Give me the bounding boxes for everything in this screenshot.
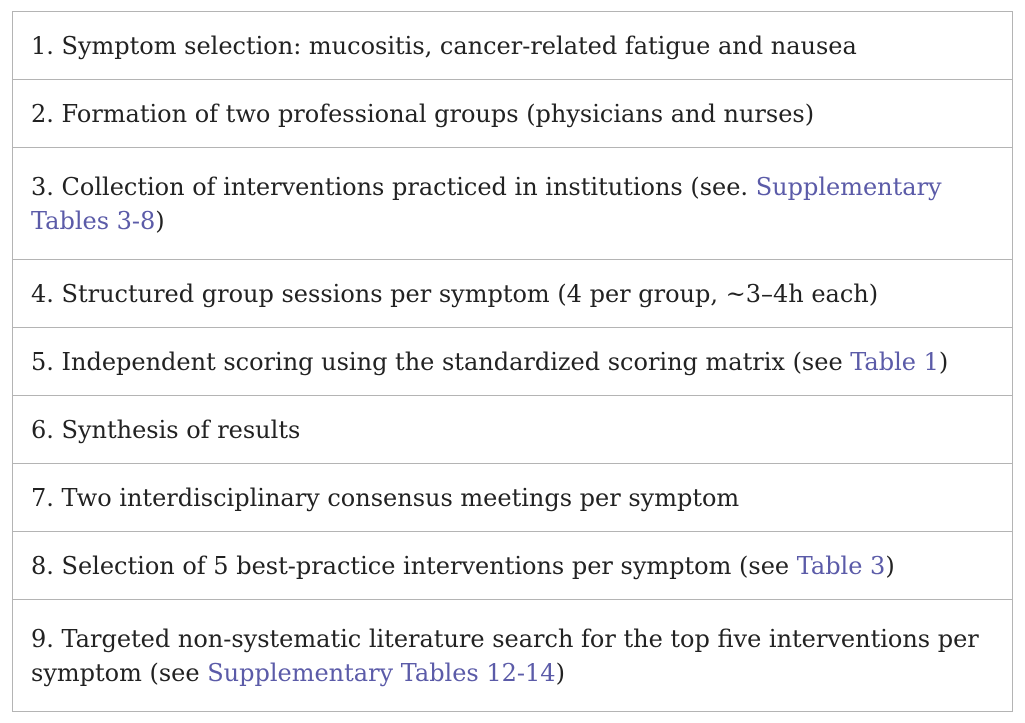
table-row: [13, 532, 1013, 600]
step-9-cell: [13, 600, 1013, 712]
step-1-text: 1. Symptom selection: mucositis, cancer-related fatigue and nausea: [31, 31, 857, 60]
step-7-text: 7. Two interdisciplinary consensus meetings per symptom: [31, 483, 740, 512]
step-2-cell: [13, 80, 1013, 148]
step-4-text: 4. Structured group sessions per symptom (4 per group, ~3–4h each): [31, 279, 879, 308]
table-row: [13, 148, 1013, 260]
table-row: [13, 328, 1013, 396]
step-9-text-end: ): [555, 658, 565, 687]
step-6-text: 6. Synthesis of results: [31, 415, 301, 444]
table-row: [13, 260, 1013, 328]
step-5-text-end: ): [938, 347, 949, 376]
step-8-cell: [13, 532, 1013, 600]
step-3-text-end: ): [155, 206, 165, 235]
methods-steps-table: [12, 11, 1013, 712]
step-6-cell: [13, 396, 1013, 464]
table-row: [13, 12, 1013, 80]
table-1-link[interactable]: Table 1: [850, 347, 939, 376]
step-5-cell: [13, 328, 1013, 396]
step-3-cell: [13, 148, 1013, 260]
supplementary-tables-12-14-link[interactable]: Supplementary Tables 12-14: [207, 658, 556, 687]
table-row: [13, 464, 1013, 532]
table-row: [13, 600, 1013, 712]
step-5-text: 5. Independent scoring using the standardized scoring matrix (see: [31, 347, 851, 376]
step-3-text: 3. Collection of interventions practiced in institutions (see.: [31, 172, 756, 201]
step-2-text: 2. Formation of two professional groups (physicians and nurses): [31, 99, 815, 128]
step-1-cell: [13, 12, 1013, 80]
step-8-text-end: ): [885, 551, 895, 580]
step-7-cell: [13, 464, 1013, 532]
table-3-link[interactable]: Table 3: [796, 551, 886, 580]
step-9-text: 9. Targeted non-systematic literature search for the top five interventions per symptom (see: [31, 624, 979, 687]
table-row: [13, 80, 1013, 148]
table-row: [13, 396, 1013, 464]
step-4-cell: [13, 260, 1013, 328]
supplementary-tables-3-8-link[interactable]: Supplementary Tables 3-8: [31, 172, 942, 235]
step-8-text: 8. Selection of 5 best-practice interventions per symptom (see: [31, 551, 797, 580]
